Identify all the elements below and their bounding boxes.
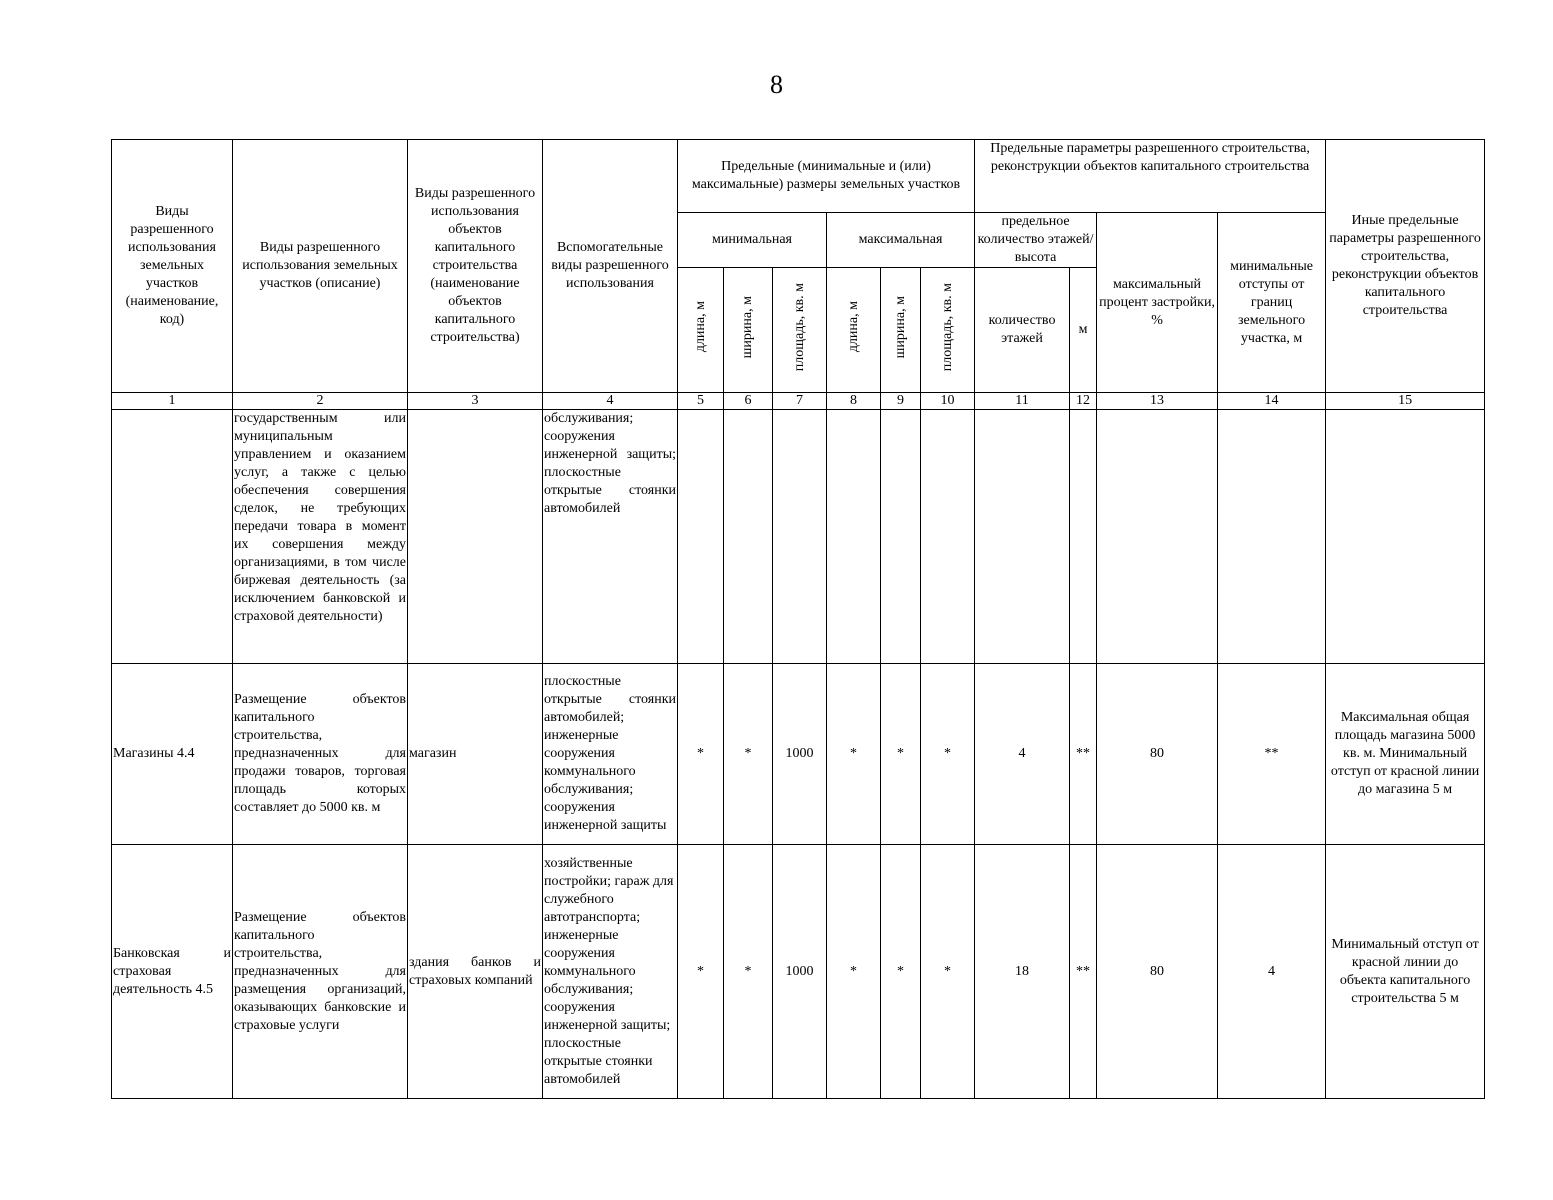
cell-max-coverage: 80: [1097, 845, 1218, 1099]
header-land-use-description: Виды разрешенного использования земельных участков (описание): [233, 140, 408, 393]
header-capital-construction-use: Виды разрешенного использования объектов капитального строительства (наименование объектов капитального строительства): [408, 140, 543, 393]
cell-height-m: [1070, 410, 1097, 664]
col-number: 12: [1070, 393, 1097, 410]
cell-height-m: **: [1070, 845, 1097, 1099]
col-number: 13: [1097, 393, 1218, 410]
cell-max-coverage: [1097, 410, 1218, 664]
cell-other-params: Максимальная общая площадь магазина 5000 кв. м. Минимальный отступ от красной линии до магазина 5 м: [1326, 664, 1485, 845]
cell-min-width: [724, 410, 773, 664]
cell-land-use-description: Размещение объектов капитального строительства, предназначенных для размещения организаций, оказывающих банковские и страховые услуги: [233, 845, 408, 1099]
table-row: [112, 410, 1485, 664]
col-number: 7: [773, 393, 827, 410]
header-min-area: площадь, кв. м: [791, 282, 807, 372]
cell-auxiliary-use: обслуживания; сооружения инженерной защиты; плоскостные открытые стоянки автомобилей: [543, 410, 678, 664]
cell-other-params: [1326, 410, 1485, 664]
cell-max-length: [827, 410, 881, 664]
cell-max-length: *: [827, 664, 881, 845]
cell-floor-count: [975, 410, 1070, 664]
cell-max-area: [921, 410, 975, 664]
cell-min-setbacks: **: [1218, 664, 1326, 845]
cell-max-width: [881, 410, 921, 664]
cell-capital-construction-use: магазин: [408, 664, 543, 845]
col-number: 6: [724, 393, 773, 410]
cell-max-area: *: [921, 664, 975, 845]
cell-height-m: **: [1070, 664, 1097, 845]
header-minimum: минимальная: [678, 213, 827, 268]
col-number: 2: [233, 393, 408, 410]
cell-auxiliary-use: плоскостные открытые стоянки автомобилей; инженерные сооружения коммунального обслуживания; сооружения инженерной защиты: [543, 664, 678, 845]
header-max-width: ширина, м: [892, 295, 908, 359]
header-min-width: ширина, м: [740, 295, 755, 359]
cell-capital-construction-use: [408, 410, 543, 664]
cell-capital-construction-use: здания банков и страховых компаний: [408, 845, 543, 1099]
cell-floor-count: 4: [975, 664, 1070, 845]
header-max-area: площадь, кв. м: [939, 282, 955, 372]
cell-floor-count: 18: [975, 845, 1070, 1099]
cell-land-use-name: [112, 410, 233, 664]
cell-land-use-name: Магазины 4.4: [112, 664, 233, 845]
header-min-setbacks: минимальные отступы от границ земельного участка, м: [1218, 213, 1326, 393]
col-number: 11: [975, 393, 1070, 410]
cell-min-width: *: [724, 664, 773, 845]
page-number: 8: [770, 70, 783, 99]
cell-min-length: *: [678, 664, 724, 845]
cell-max-width: *: [881, 664, 921, 845]
header-max-coverage: максимальный процент застройки, %: [1097, 213, 1218, 393]
cell-other-params: Минимальный отступ от красной линии до объекта капитального строительства 5 м: [1326, 845, 1485, 1099]
header-max-length: длина, м: [845, 301, 861, 353]
cell-min-width: *: [724, 845, 773, 1099]
cell-min-area: 1000: [773, 845, 827, 1099]
cell-min-area: 1000: [773, 664, 827, 845]
header-floors-height: предельное количество этажей/высота: [975, 213, 1097, 268]
table-row: [112, 845, 1485, 1099]
col-number: 1: [112, 393, 233, 410]
cell-min-setbacks: 4: [1218, 845, 1326, 1099]
cell-land-use-name: Банковская и страховая деятельность 4.5: [112, 845, 233, 1099]
table-row: [112, 664, 1485, 845]
col-number: 3: [408, 393, 543, 410]
header-min-length: длина, м: [692, 301, 708, 353]
cell-min-length: *: [678, 845, 724, 1099]
header-maximum: максимальная: [827, 213, 975, 268]
cell-max-coverage: 80: [1097, 664, 1218, 845]
header-land-use-name: Виды разрешенного использования земельных участков (наименование, код): [112, 140, 233, 393]
col-number: 9: [881, 393, 921, 410]
col-number: 14: [1218, 393, 1326, 410]
cell-max-length: *: [827, 845, 881, 1099]
cell-land-use-description: Размещение объектов капитального строительства, предназначенных для продажи товаров, торговая площадь которых составляет до 5000 кв. м: [233, 664, 408, 845]
col-number: 15: [1326, 393, 1485, 410]
header-auxiliary-use: Вспомогательные виды разрешенного использования: [543, 140, 678, 393]
cell-min-setbacks: [1218, 410, 1326, 664]
header-plot-sizes: Предельные (минимальные и (или) максимальные) размеры земельных участков: [678, 140, 975, 213]
regulations-table: [111, 139, 1485, 1099]
header-height-m: м: [1070, 268, 1097, 393]
cell-min-length: [678, 410, 724, 664]
column-numbers-row: [112, 393, 1485, 410]
cell-auxiliary-use: хозяйственные постройки; гараж для служебного автотранспорта; инженерные сооружения коммунального обслуживания; сооружения инженерной защиты; плоскостные открытые стоянки автомобилей: [543, 845, 678, 1099]
cell-min-area: [773, 410, 827, 664]
cell-max-width: *: [881, 845, 921, 1099]
col-number: 8: [827, 393, 881, 410]
header-floor-count: количество этажей: [975, 268, 1070, 393]
header-other-params: Иные предельные параметры разрешенного строительства, реконструкции объектов капитального строительства: [1326, 140, 1485, 393]
col-number: 4: [543, 393, 678, 410]
col-number: 10: [921, 393, 975, 410]
header-construction-params: Предельные параметры разрешенного строительства, реконструкции объектов капитального строительства: [975, 140, 1326, 213]
cell-max-area: *: [921, 845, 975, 1099]
col-number: 5: [678, 393, 724, 410]
cell-land-use-description: государственным или муниципальным управлением и оказанием услуг, а также с целью обеспечения совершения сделок, не требующих передачи товара в момент их совершения между организациями, в том числе биржевая деятельность (за исключением банковской и страховой деятельности): [233, 410, 408, 664]
